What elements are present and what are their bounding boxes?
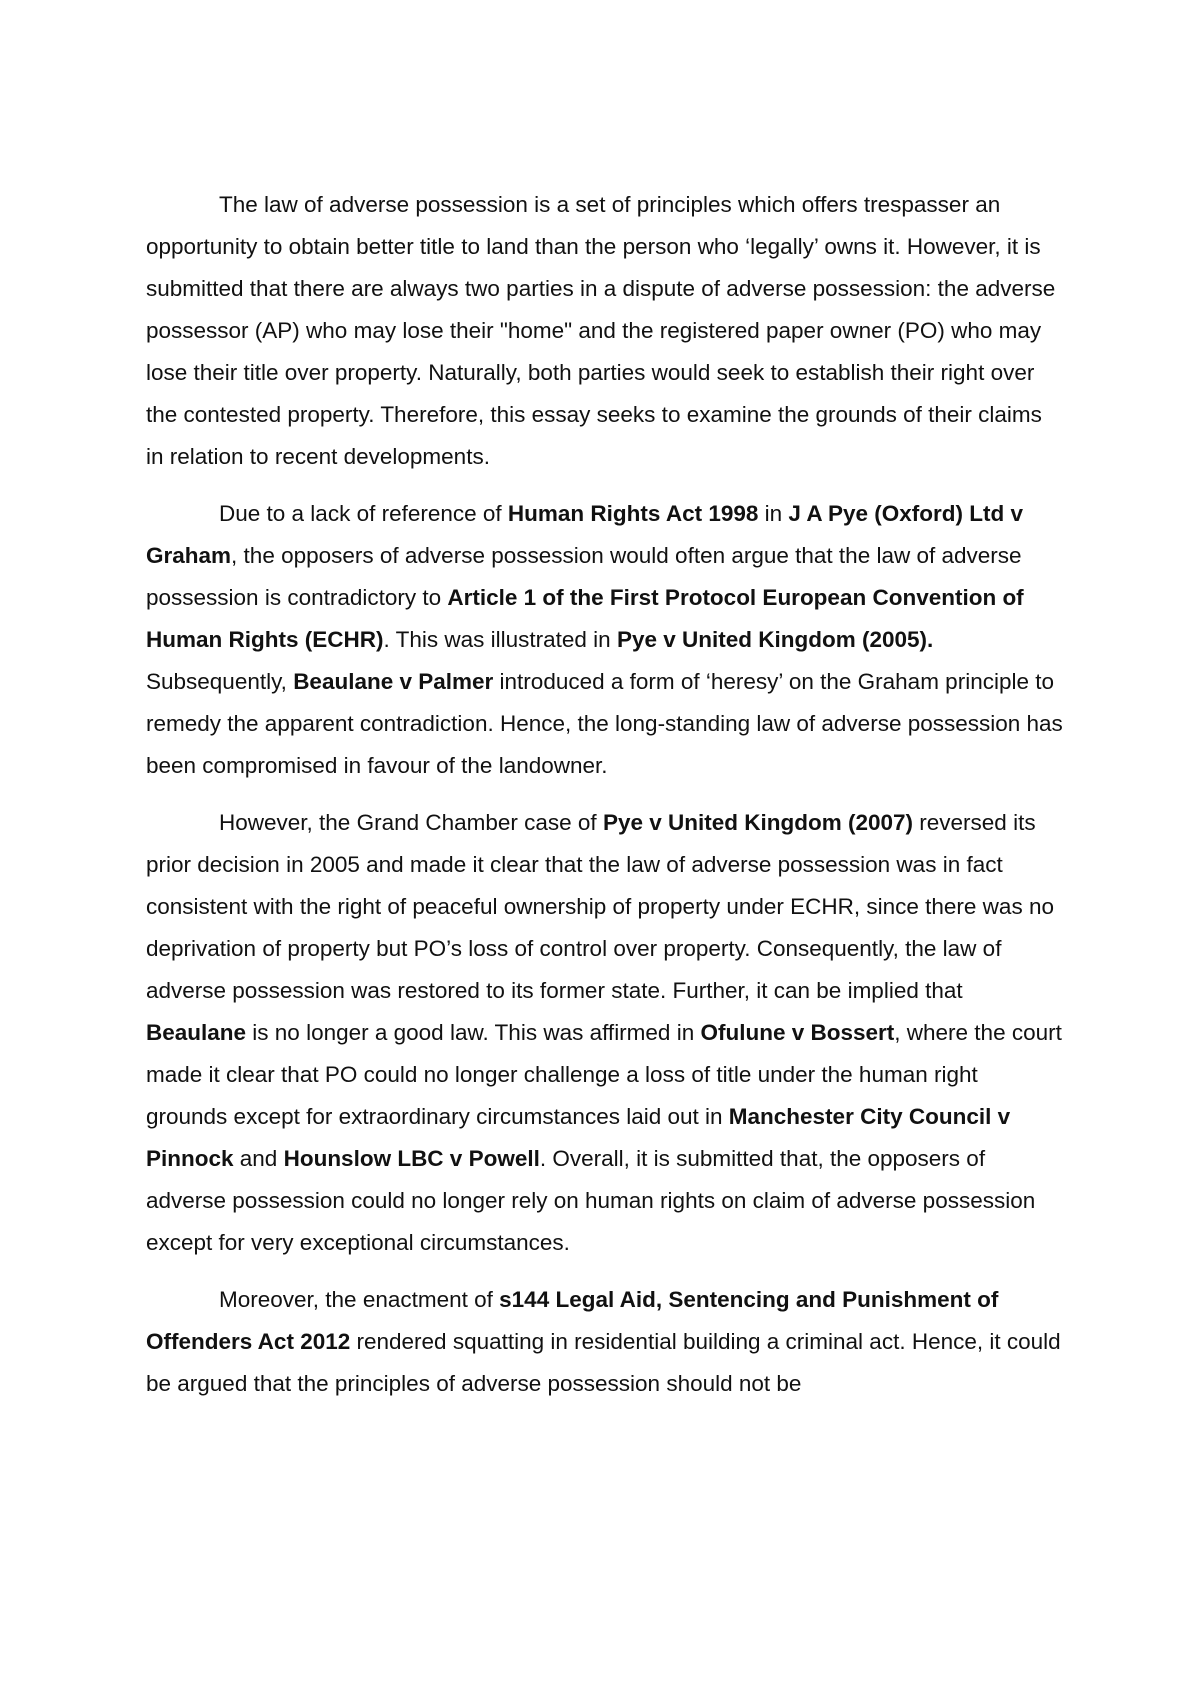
case-citation: Pye v United Kingdom (2005). (616, 627, 934, 652)
paragraph-laspo (146, 1279, 1064, 1405)
text-segment: reversed its prior decision in 2005 and made it clear that the law of adverse possession was in fact consistent with the right of peaceful ownership of property under ECHR, since there was no deprivation of property but PO’s loss of control over property. Consequently, the law of adverse possession was restored to its former state. Further, it can be implied that (146, 810, 1054, 1003)
paragraph-human-rights (146, 493, 1064, 787)
text-segment: and (233, 1146, 284, 1171)
text-segment: introduced a form of ‘heresy’ on the Graham principle to remedy the apparent contradiction. Hence, the long-standing law of adverse possession has been compromised in favour of the landowner. (146, 669, 1063, 778)
case-citation: J A Pye (Oxford) Ltd v Graham (146, 501, 1024, 568)
essay-body (146, 184, 1064, 1420)
text-segment: Moreover, the enactment of (219, 1287, 500, 1312)
case-citation: Article 1 of the First Protocol European Convention of Human Rights (ECHR) (146, 585, 1024, 652)
text-segment: is no longer a good law. This was affirmed in (246, 1020, 701, 1045)
case-citation: Manchester City Council v Pinnock (146, 1104, 1011, 1171)
text-segment: However, the Grand Chamber case of (219, 810, 603, 835)
paragraph-grand-chamber (146, 802, 1064, 1264)
text-segment: , the opposers of adverse possession would often argue that the law of adverse possession is contradictory to (146, 543, 1022, 610)
paragraph-intro (146, 184, 1064, 478)
case-citation: Pye v United Kingdom (2007) (602, 810, 914, 835)
case-citation: Beaulane v Palmer (293, 669, 494, 694)
case-citation: Ofulune v Bossert (700, 1020, 895, 1045)
text-segment: , where the court made it clear that PO could no longer challenge a loss of title under the human right grounds except for extraordinary circumstances laid out in (146, 1020, 1062, 1129)
text-segment: rendered squatting in residential building a criminal act. Hence, it could be argued that the principles of adverse possession should not be (146, 1329, 1061, 1396)
text-segment: The law of adverse possession is a set of principles which offers trespasser an opportunity to obtain better title to land than the person who ‘legally’ owns it. However, it is submitted that there are always two parties in a dispute of adverse possession: the adverse possessor (AP) who may lose their "home" and the registered paper owner (PO) who may lose their title over property. Naturally, both parties would seek to establish their right over the contested property. Therefore, this essay seeks to examine the grounds of their claims in relation to recent developments. (146, 192, 1056, 469)
case-citation: Beaulane (146, 1020, 247, 1045)
text-segment: . Overall, it is submitted that, the opposers of adverse possession could no longer rely on human rights on claim of adverse possession except for very exceptional circumstances. (146, 1146, 1036, 1255)
text-segment: . This was illustrated in (383, 627, 617, 652)
text-segment: Due to a lack of reference of (219, 501, 508, 526)
case-citation: Hounslow LBC v Powell (283, 1146, 540, 1171)
text-segment: Subsequently, (146, 669, 294, 694)
case-citation: s144 Legal Aid, Sentencing and Punishment of Offenders Act 2012 (146, 1287, 999, 1354)
case-citation: Human Rights Act 1998 (507, 501, 759, 526)
text-segment: in (758, 501, 789, 526)
